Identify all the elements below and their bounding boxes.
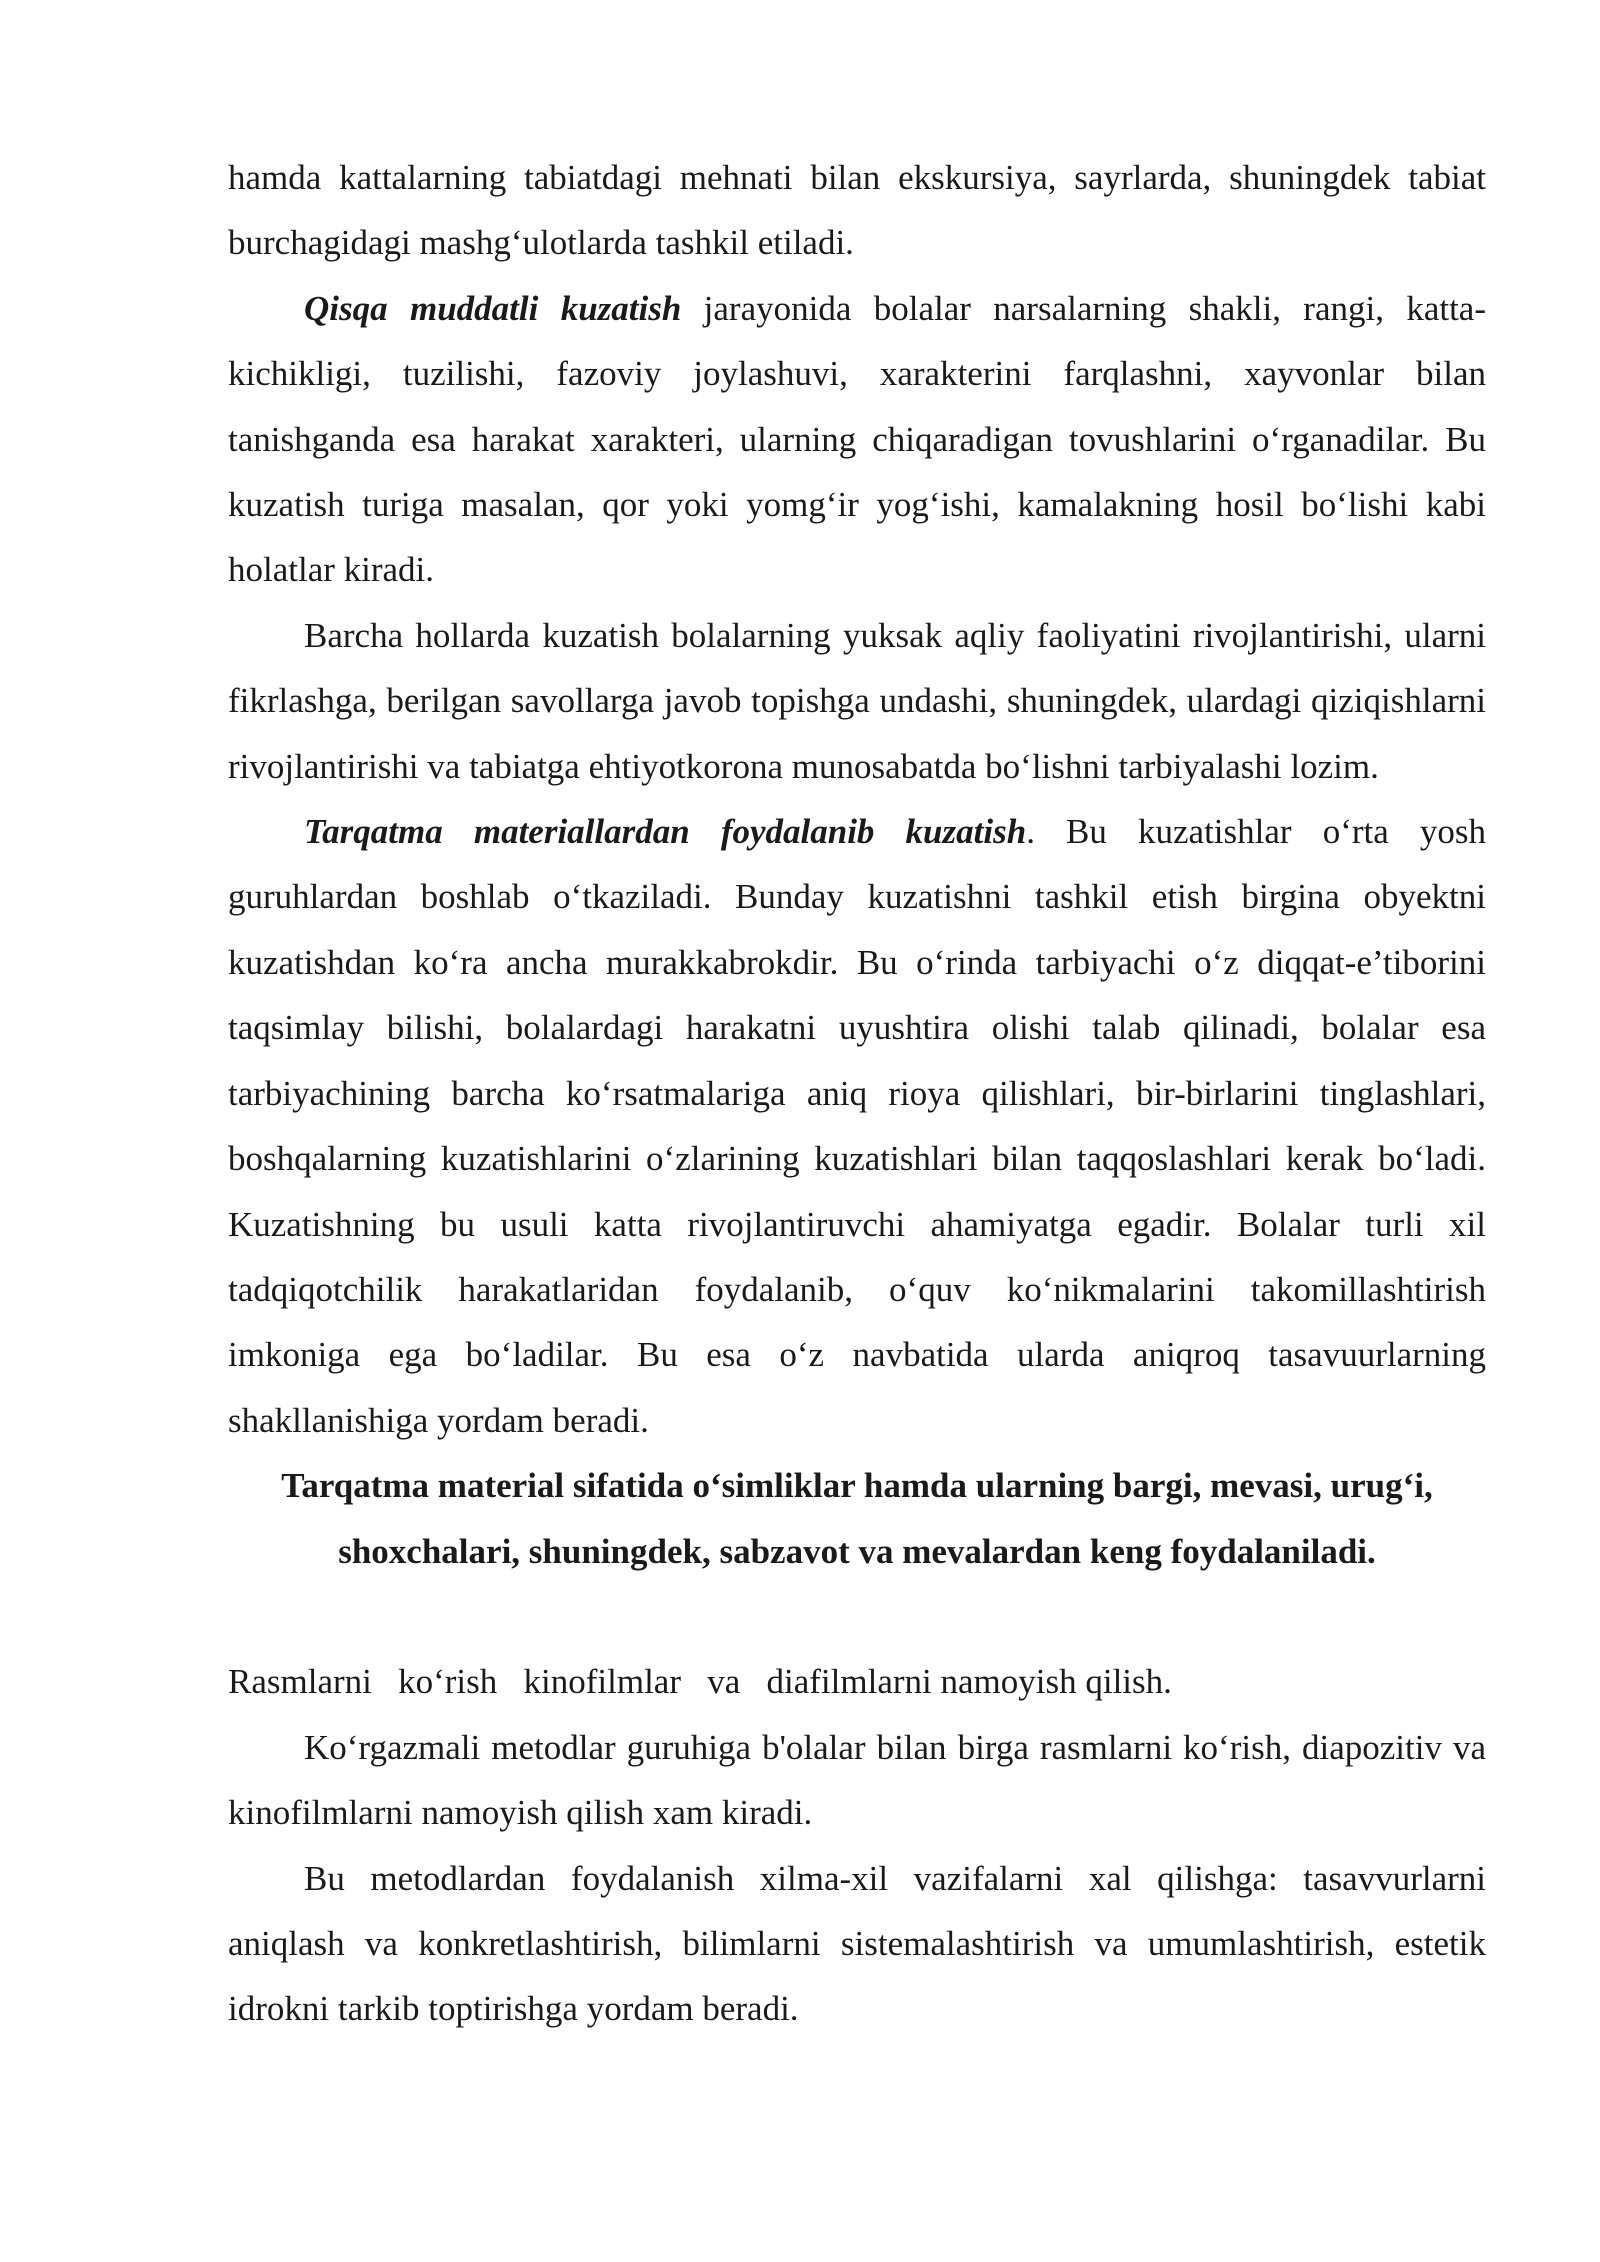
term-handout-observation: Tarqatma materiallardan foydalanib kuzatish xyxy=(304,812,1027,852)
section-heading: Tarqatma material sifatida o‘simliklar hamda ularning bargi, mevasi, urug‘i, shoxchalari, shuningdek, sabzavot va mevalardan keng foydalaniladi. xyxy=(281,1466,1433,1571)
paragraph-continuation xyxy=(228,145,1486,276)
paragraph-text: hamda kattalarning tabiatdagi mehnati bilan ekskursiya, sayrlarda, shuningdek tabiat burchagidagi mashg‘ulotlarda tashkil etiladi. xyxy=(228,158,1486,263)
paragraph-text: . Bu kuzatishlar o‘rta yosh guruhlardan boshlab o‘tkaziladi. Bunday kuzatishni tashkil etish birgina obyektni kuzatishdan ko‘ra ancha murakkabrokdir. Bu o‘rinda tarbiyachi o‘z diqqat-e’tiborini taqsimlay bilishi, bolalardagi harakatni uyushtira olishi talab qilinadi, bolalar esa tarbiyachining barcha ko‘rsatmalariga aniq rioya qilishlari, bir-birlarini tinglashlari, boshqalarning kuzatishlarini o‘zlarining kuzatishlari bilan taqqoslashlari kerak bo‘ladi. Kuzatishning bu usuli katta rivojlantiruvchi ahamiyatga egadir. Bolalar turli xil tadqiqotchilik harakatlaridan foydalanib, o‘quv ko‘nikmalarini takomillashtirish imkoniga ega bo‘ladilar. Bu esa o‘z navbatida ularda aniqroq tasavuurlarning shakllanishiga yordam beradi. xyxy=(228,812,1486,1440)
document-page xyxy=(228,145,1486,2042)
paragraph-method-usage xyxy=(228,1846,1486,2042)
paragraph-text: Ko‘rgazmali metodlar guruhiga b'olalar bilan birga rasmlarni ko‘rish, diapozitiv va kinofilmlarni namoyish qilish xam kiradi. xyxy=(228,1727,1486,1833)
paragraph-text: Rasmlarni ko‘rish kinofilmlar va diafilmlarni namoyish qilish. xyxy=(228,1662,1172,1702)
paragraph-text: Barcha hollarda kuzatish bolalarning yuksak aqliy faoliyatini rivojlantirishi, ularni fikrlashga, berilgan savollarga javob topishga undashi, shuningdek, ulardagi qiziqishlarni rivojlantirishi va tabiatga ehtiyotkorona munosabatda bo‘lishni tarbiyalashi lozim. xyxy=(228,615,1486,786)
paragraph-handout-observation xyxy=(228,799,1486,1453)
paragraph-watching-pictures xyxy=(228,1584,1486,1715)
paragraph-text: jarayonida bolalar narsalarning shakli, rangi, katta-kichikligi, tuzilishi, fazoviy joylashuvi, xarakterini farqlashni, xayvonlar bilan tanishganda esa harakat xarakteri, ularning chiqaradigan tovushlarini o‘rganadilar. Bu kuzatish turiga masalan, qor yoki yomg‘ir yog‘ishi, kamalakning hosil bo‘lishi kabi holatlar kiradi. xyxy=(228,288,1486,590)
paragraph-text: Bu metodlardan foydalanish xilma-xil vazifalarni xal qilishga: tasavvurlarni aniqlash va konkretlashtirish, bilimlarni sistemalashtirish va umumlashtirish, estetik idrokni tarkib toptirishga yordam beradi. xyxy=(228,1858,1486,2029)
paragraph-short-term-observation xyxy=(228,276,1486,603)
paragraph-visual-methods xyxy=(228,1715,1486,1846)
paragraph-all-cases xyxy=(228,603,1486,799)
term-short-term-observation: Qisqa muddatli kuzatish xyxy=(304,288,682,328)
